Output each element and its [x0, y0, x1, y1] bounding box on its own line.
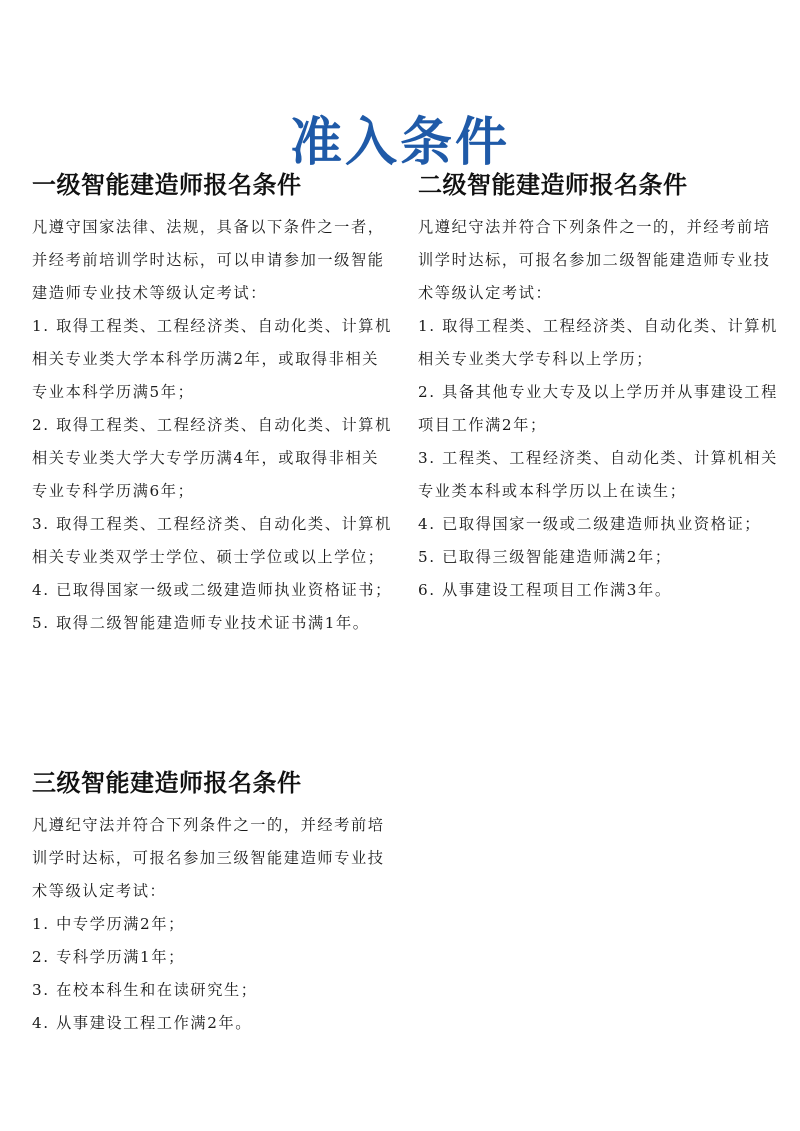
list-item: 1. 中专学历满2年；: [32, 915, 185, 933]
list-item: 3. 取得工程类、工程经济类、自动化类、计算机相关专业类双学士学位、硕士学位或以上学位；: [32, 515, 392, 566]
list-item: 1. 取得工程类、工程经济类、自动化类、计算机相关专业类大学本科学历满2年，或取得非相关专业本科学历满5年；: [32, 317, 392, 401]
list-item: 2. 具备其他专业大专及以上学历并从事建设工程项目工作满2年；: [418, 383, 778, 434]
section-level-3: [32, 766, 394, 1040]
page-title: 准入条件: [289, 112, 510, 173]
list-item: 4. 已取得国家一级或二级建造师执业资格证书；: [32, 581, 392, 599]
list-item: 3. 工程类、工程经济类、自动化类、计算机相关专业类本科或本科学历以上在读生；: [418, 449, 778, 500]
list-item: 5. 已取得三级智能建造师满2年；: [418, 548, 672, 566]
condition-list: [32, 310, 394, 640]
section-level-2: [418, 168, 780, 607]
section-intro: 凡遵纪守法并符合下列条件之一的，并经考前培训学时达标，可报名参加三级智能建造师专业技术等级认定考试：: [32, 816, 385, 900]
list-item: 2. 取得工程类、工程经济类、自动化类、计算机相关专业类大学大专学历满4年，或取得非相关专业专科学历满6年；: [32, 416, 392, 500]
list-item: 6. 从事建设工程项目工作满3年。: [418, 581, 672, 599]
section-heading-level-3: 三级智能建造师报名条件: [32, 769, 302, 797]
list-item: 4. 从事建设工程工作满2年。: [32, 1014, 253, 1032]
section-heading-level-2: 二级智能建造师报名条件: [418, 171, 688, 199]
condition-list: [32, 908, 394, 1040]
condition-list: [418, 310, 780, 607]
section-intro: 凡遵纪守法并符合下列条件之一的，并经考前培训学时达标，可报名参加二级智能建造师专业技术等级认定考试：: [418, 218, 771, 302]
list-item: 3. 在校本科生和在读研究生；: [32, 981, 258, 999]
section-level-1: [32, 168, 394, 640]
list-item: 1. 取得工程类、工程经济类、自动化类、计算机相关专业类大学专科以上学历；: [418, 317, 778, 368]
section-intro: 凡遵守国家法律、法规，具备以下条件之一者，并经考前培训学时达标，可以申请参加一级智能建造师专业技术等级认定考试：: [32, 218, 385, 302]
list-item: 2. 专科学历满1年；: [32, 948, 185, 966]
section-heading-level-1: 一级智能建造师报名条件: [32, 171, 302, 199]
list-item: 4. 已取得国家一级或二级建造师执业资格证；: [418, 515, 762, 533]
list-item: 5. 取得二级智能建造师专业技术证书满1年。: [32, 614, 370, 632]
